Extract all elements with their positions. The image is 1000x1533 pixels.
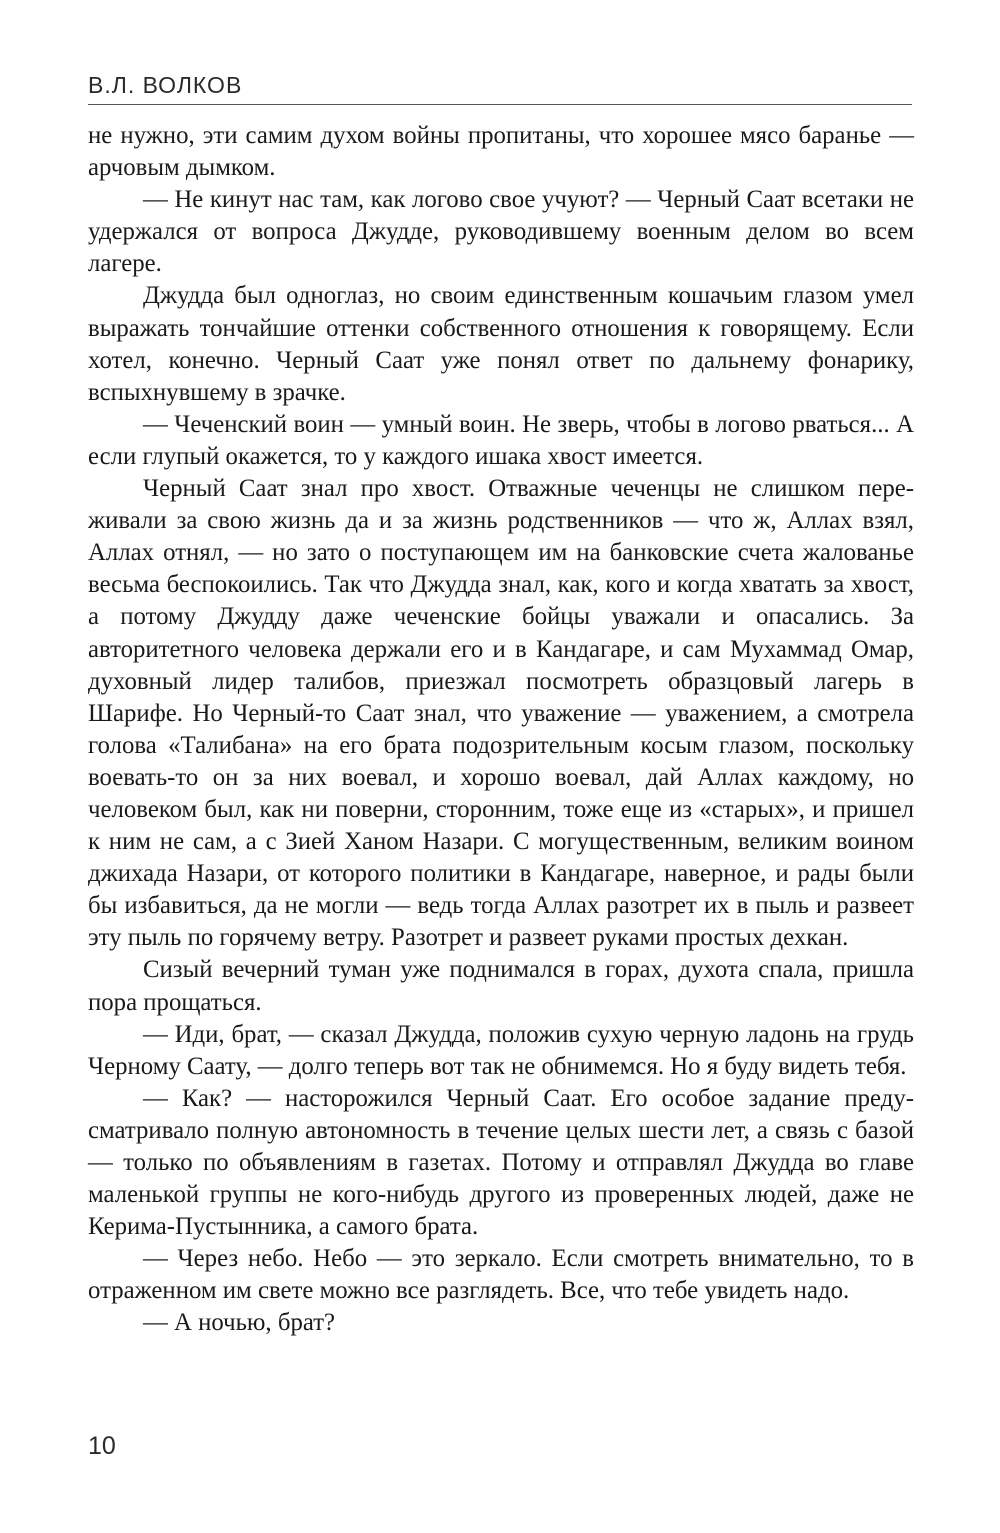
paragraph-continued: не нужно, эти самим духом войны пропитаны, что хорошее мясо баранье — арчовым дымком. — [88, 122, 914, 182]
page-number: 10 — [88, 1432, 116, 1460]
paragraph: — Через небо. Небо — это зеркало. Если смотреть внимательно, то в отраженном им свете можно все разглядеть. Все, что тебе увидеть надо. — [88, 1245, 914, 1305]
paragraph: Джудда был одноглаз, но своим единственным кошачьим глазом умел выражать тончайшие оттенки собственного отношения к говорящему. Если хотел, конечно. Черный Саат уже понял ответ по дальнему фонарику, вспыхнувшему в зрачке. — [88, 282, 914, 406]
paragraph: — Не кинут нас там, как логово свое учуют? — Черный Саат всетаки не удержался от вопроса Джудде, руководившему военным делом во всем лагере. — [88, 186, 914, 278]
paragraph: — Чеченский воин — умный воин. Не зверь, чтобы в логово рваться... А если глупый окажется, то у каждого ишака хвост имеется. — [88, 410, 914, 470]
running-head-author: В.Л. ВОЛКОВ — [88, 72, 243, 98]
paragraph: — Как? — насторожился Черный Саат. Его особое задание предусматривало полную автономность в течение целых шести лет, а связь с базой — только по объявлениям в газетах. Потому и отправлял Джудда во главе маленькой группы не кого-нибудь другого из проверенных людей, даже не Керима-Пустынника, а самого брата. — [88, 1084, 914, 1241]
header-rule — [88, 104, 912, 105]
paragraph: Сизый вечерний туман уже поднимался в горах, духота спала, пришла пора прощаться. — [88, 956, 914, 1016]
paragraph: Черный Саат знал про хвост. Отважные чеченцы не слишком переживали за свою жизнь да и за жизнь родственников — что ж, Аллах взял, Аллах отнял, — но зато о поступающем им на банковские счета жалованье весьма беспокоились. Так что Джудда знал, как, кого и когда хватать за хвост, а потому Джудду даже чеченские бойцы уважали и опасались. За авторитетного человека держали его и в Кандагаре, и сам Мухаммад Омар, духовный лидер талибов, приезжал посмотреть образцовый лагерь в Шарифе. Но Черный-то Саат знал, что уважение — уважением, а смотрела голова «Талибана» на его брата подозрительным косым глазом, поскольку воевать-то он за них воевал, и хорошо воевал, дай Аллах каждому, но человеком был, как ни поверни, сторонним, тоже еще из «старых», и пришел к ним не сам, а с Зией Ханом Назари. С могущественным, великим воином джихада Назари, от которого политики в Кандагаре, наверное, и рады были бы избавиться, да не могли — ведь тогда Аллах разотрет их в пыль и развеет эту пыль по горячему ветру. Разотрет и развеет руками простых дехкан. — [88, 475, 914, 952]
body-text — [88, 120, 914, 1340]
paragraph: — А ночью, брат? — [143, 1309, 336, 1337]
paragraph: — Иди, брат, — сказал Джудда, положив сухую черную ладонь на грудь Черному Саату, — долго теперь вот так не обнимемся. Но я буду видеть тебя. — [88, 1020, 914, 1080]
